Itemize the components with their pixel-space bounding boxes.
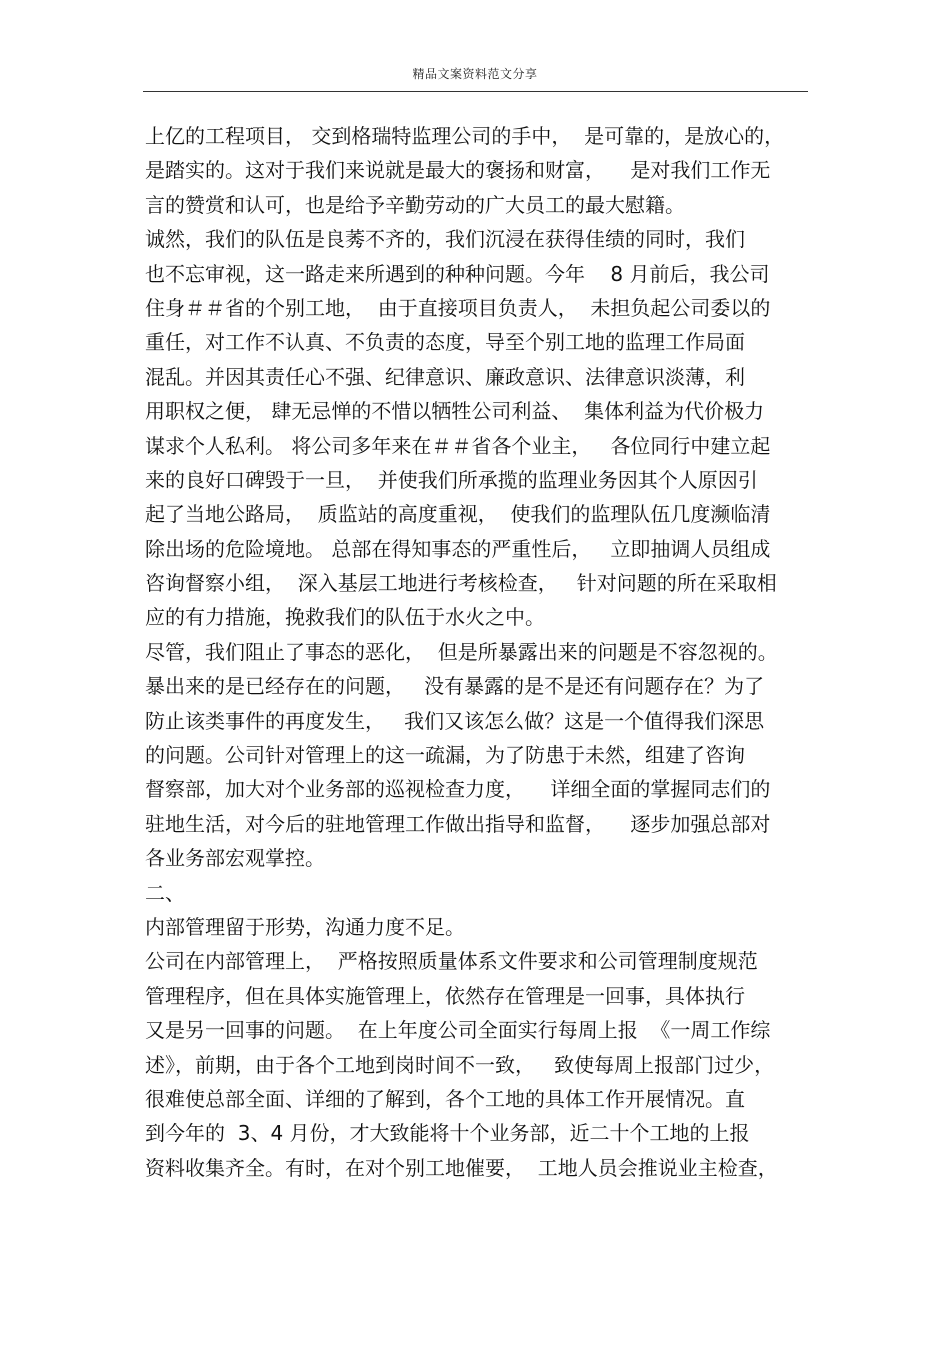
- header-divider: [143, 91, 808, 92]
- text-line: 管理程序，但在具体实施管理上，依然存在管理是一回事，具体执行: [145, 983, 745, 1008]
- text-line: 督察部，加大对个业务部的巡视检查力度， 详细全面的掌握同志们的: [145, 777, 771, 802]
- text-line: 资料收集齐全。有时，在对个别工地催要， 工地人员会推说业主检查，: [145, 1155, 778, 1180]
- text-line: 住身＃＃省的个别工地， 由于直接项目负责人， 未担负起公司委以的: [145, 295, 771, 320]
- text-line: 的问题。公司针对管理上的这一疏漏，为了防患于未然，组建了咨询: [145, 743, 745, 768]
- text-line: 驻地生活，对今后的驻地管理工作做出指导和监督， 逐步加强总部对: [145, 811, 771, 836]
- text-line: 暴出来的是已经存在的问题， 没有暴露的是不是还有问题存在？为了: [145, 674, 765, 699]
- page-header: 精品文案资料范文分享: [412, 67, 538, 81]
- text-line: 也不忘审视，这一路走来所遇到的种种问题。今年 8 月前后，我公司: [145, 261, 770, 286]
- text-line: 述》，前期，由于各个工地到岗时间不一致， 致使每周上报部门过少，: [145, 1052, 775, 1077]
- text-line: 公司在内部管理上， 严格按照质量体系文件要求和公司管理制度规范: [145, 949, 758, 974]
- text-line: 用职权之便， 肆无忌惮的不惜以牺牲公司利益、 集体利益为代价极力: [145, 399, 765, 424]
- section-number: 二、: [145, 880, 185, 905]
- text-line: 上亿的工程项目， 交到格瑞特监理公司的手中， 是可靠的，是放心的，: [145, 124, 785, 148]
- section-heading: 内部管理留于形势，沟通力度不足。: [145, 914, 465, 939]
- text-line: 防止该类事件的再度发生， 我们又该怎么做？这是一个值得我们深思: [145, 708, 765, 733]
- text-line: 谋求个人私利。 将公司多年来在＃＃省各个业主， 各位同行中建立起: [145, 433, 771, 458]
- text-line: 到今年的 3、4 月份，才大致能将十个业务部，近二十个工地的上报: [145, 1121, 750, 1146]
- text-line: 是踏实的。这对于我们来说就是最大的褒扬和财富， 是对我们工作无: [145, 158, 771, 183]
- text-line: 尽管，我们阻止了事态的恶化， 但是所暴露出来的问题是不容忽视的。: [145, 639, 778, 664]
- text-line: 又是另一回事的问题。 在上年度公司全面实行每周上报 《一周工作综: [145, 1018, 771, 1043]
- text-line: 很难使总部全面、详细的了解到，各个工地的具体工作开展情况。直: [145, 1086, 745, 1111]
- text-line: 混乱。并因其责任心不强、纪律意识、廉政意识、法律意识淡薄，利: [145, 364, 745, 389]
- text-line: 除出场的危险境地。 总部在得知事态的严重性后， 立即抽调人员组成: [145, 536, 771, 561]
- text-line: 应的有力措施，挽救我们的队伍于水火之中。: [145, 605, 545, 630]
- text-line: 各业务部宏观掌控。: [145, 846, 325, 871]
- text-line: 诚然，我们的队伍是良莠不齐的，我们沉浸在获得佳绩的同时，我们: [145, 227, 745, 252]
- text-line: 咨询督察小组， 深入基层工地进行考核检查， 针对问题的所在采取相: [145, 571, 777, 596]
- text-line: 起了当地公路局， 质监站的高度重视， 使我们的监理队伍几度濒临清: [145, 502, 771, 527]
- text-line: 来的良好口碑毁于一旦， 并使我们所承揽的监理业务因其个人原因引: [145, 467, 758, 492]
- text-line: 重任，对工作不认真、不负责的态度，导至个别工地的监理工作局面: [145, 330, 745, 355]
- document-body: [145, 119, 810, 1185]
- text-line: 言的赞赏和认可，也是给予辛勤劳动的广大员工的最大慰籍。: [145, 192, 685, 217]
